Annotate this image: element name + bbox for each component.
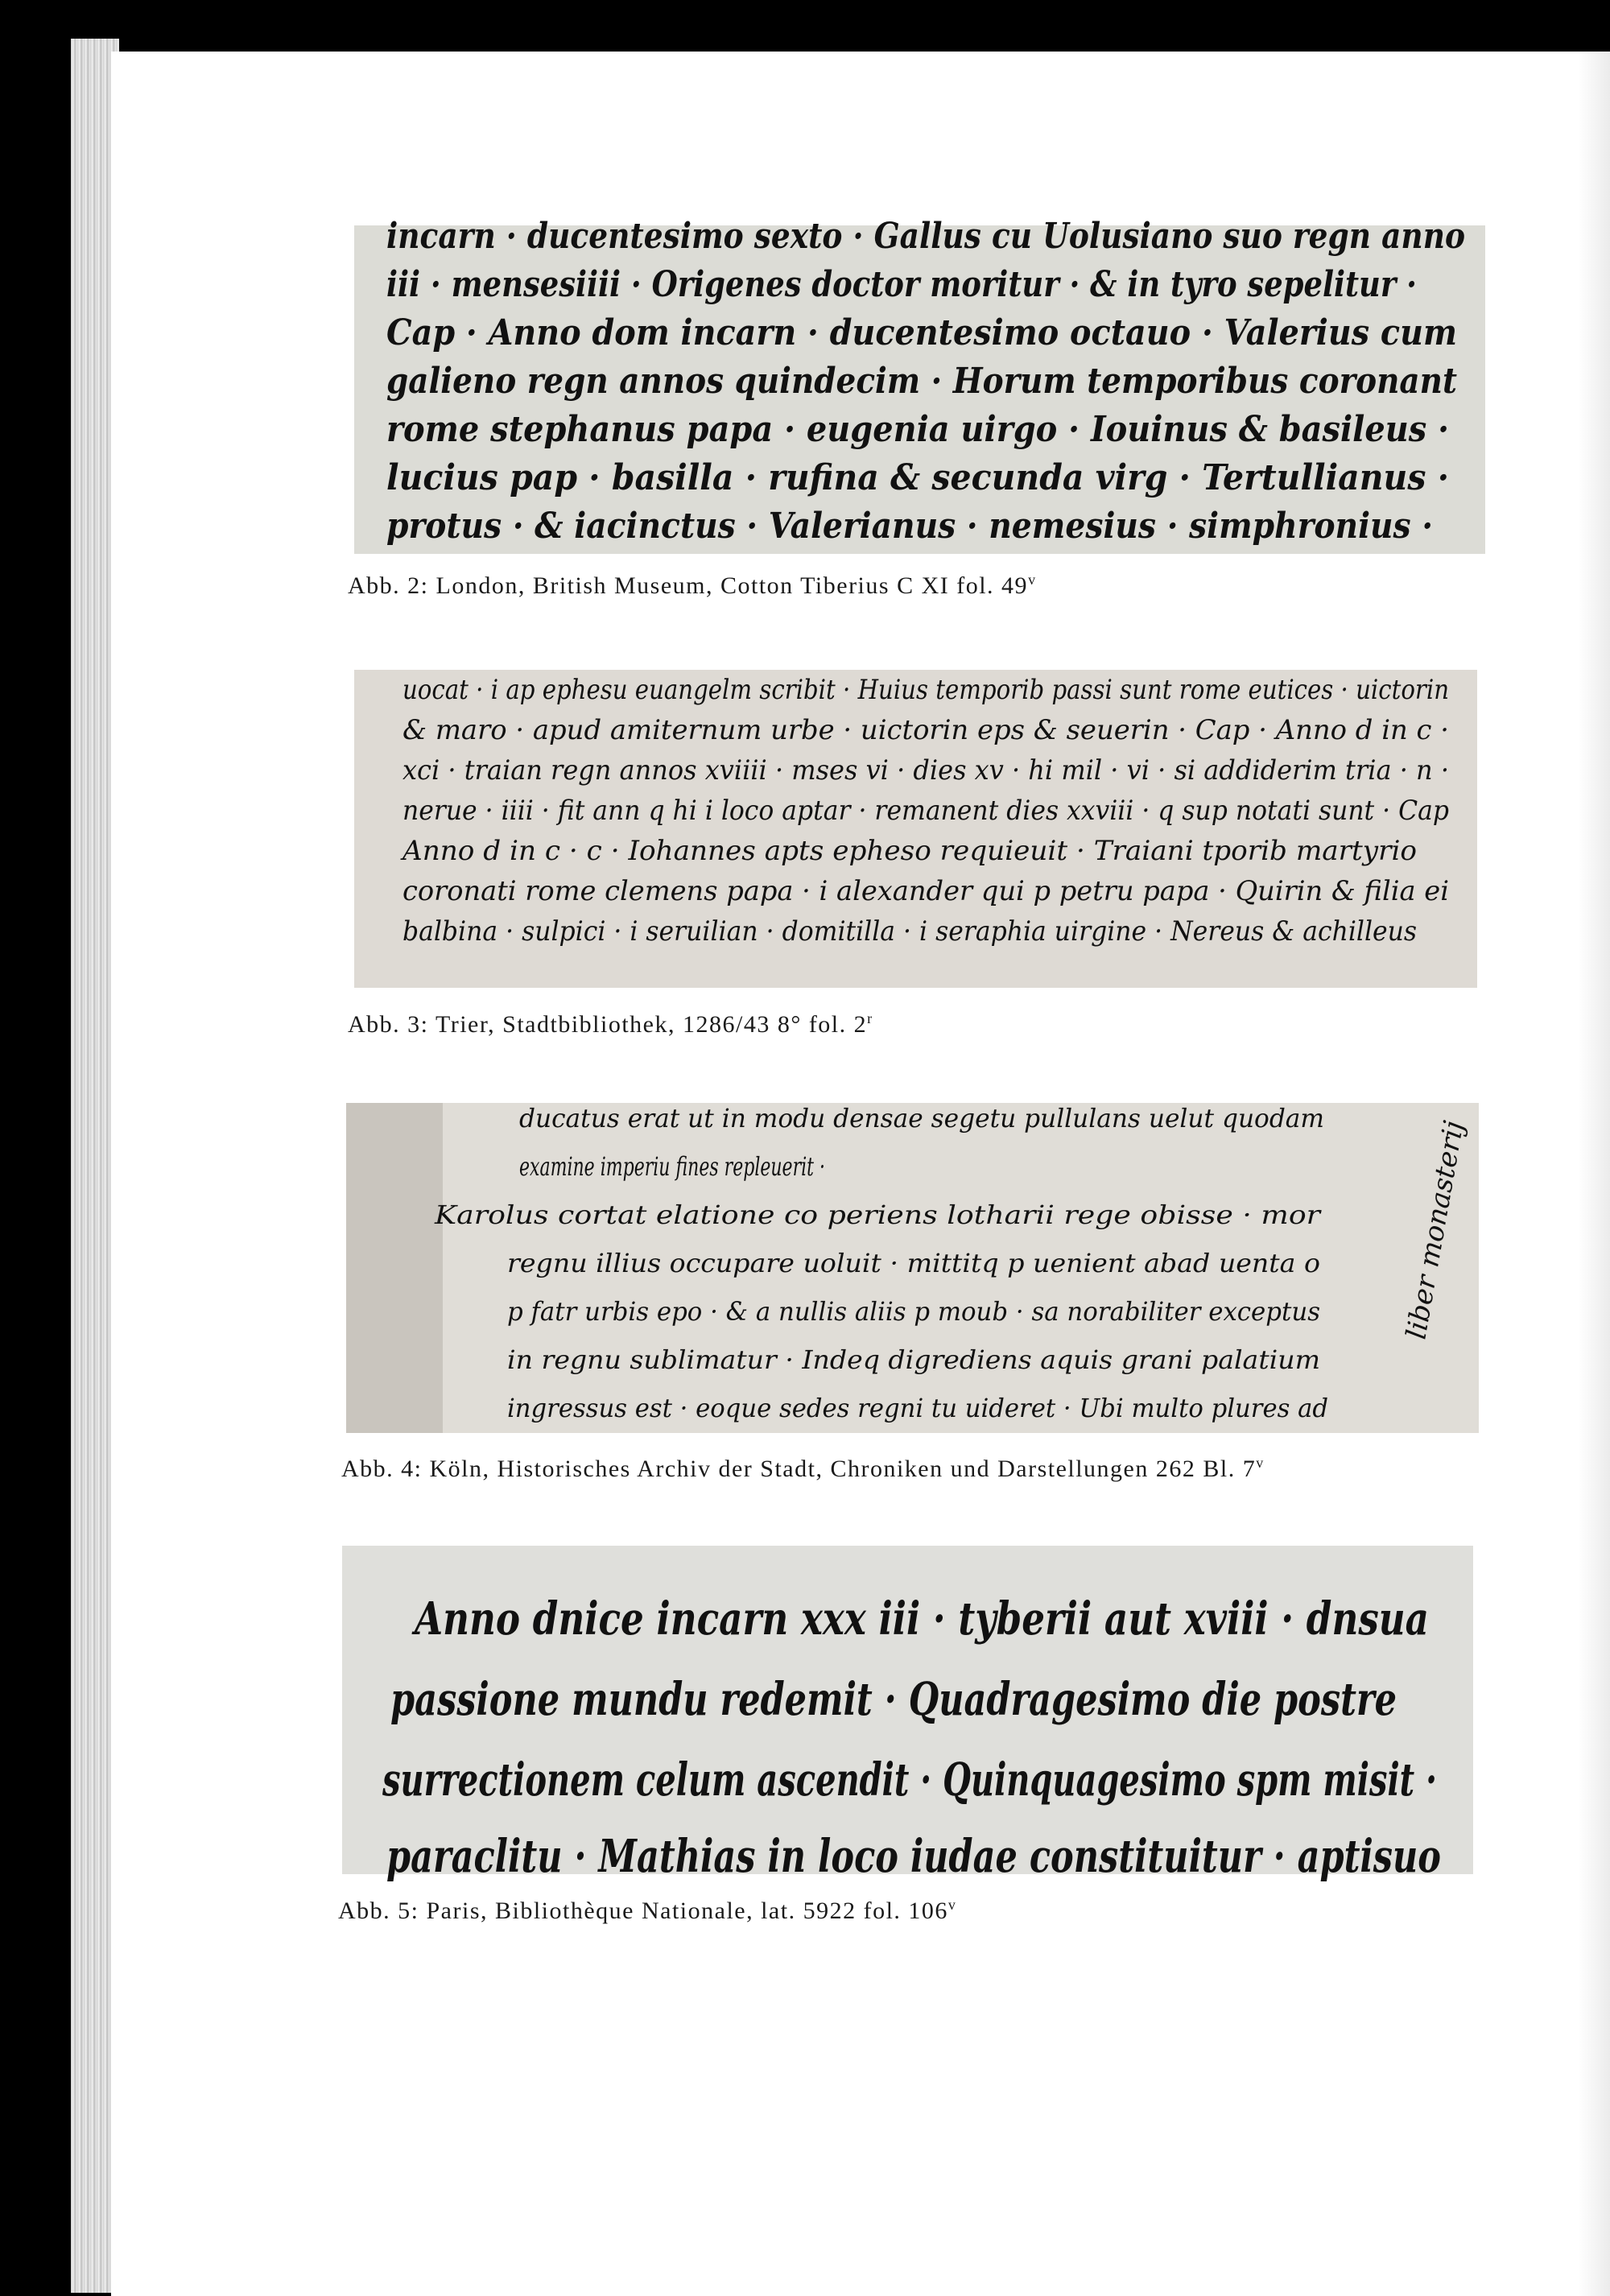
script-line: ingressus est · eoque sedes regni tu uideret · Ubi multo plures ad <box>507 1393 1328 1423</box>
script-line: iii · mensesiiii · Origenes doctor moritur · & in tyro sepelitur · <box>386 264 1417 305</box>
script-line: Karolus cortat elatione co periens lotharii rege obisse · mor <box>433 1200 1322 1230</box>
caption-text: Abb. 4: Köln, Historisches Archiv der Stadt, Chroniken und Darstellungen 262 Bl. 7 <box>341 1456 1257 1482</box>
figure-caption <box>341 1455 1265 1483</box>
folio-side: v <box>1256 1455 1265 1471</box>
manuscript-plate-abb-3 <box>354 670 1477 988</box>
folio-side: v <box>1028 572 1037 588</box>
manuscript-image-abb-2 <box>354 216 1485 554</box>
script-line: uocat · i ap ephesu euangelm scribit · Huius temporib passi sunt rome eutices · uictorin <box>402 674 1449 706</box>
margin-note: liber monasterij <box>1400 1118 1471 1342</box>
script-line: lucius pap · basilla · rufina & secunda virg · Tertullianus · <box>386 457 1449 498</box>
caption-text: Abb. 5: Paris, Bibliothèque Nationale, lat. 5922 fol. 106 <box>338 1898 948 1924</box>
script-line: in regnu sublimatur · Indeq digrediens aquis grani palatium <box>507 1344 1320 1375</box>
script-line: ducatus erat ut in modu densae segetu pullulans uelut quodam <box>519 1103 1324 1134</box>
script-line: galieno regn annos quindecim · Horum temporibus coronant <box>386 361 1457 402</box>
script-line: p fatr urbis epo · & a nullis aliis p moub · sa norabiliter exceptus <box>507 1296 1320 1327</box>
script-line: coronati rome clemens papa · i alexander qui p petru papa · Quirin & filia ei <box>402 875 1449 907</box>
script-line: Anno dnice incarn xxx iii · tyberii aut xviii · dnsua <box>411 1592 1430 1646</box>
figure-caption <box>338 1897 956 1925</box>
script-line: paraclitu · Mathias in loco iudae constituitur · aptisuo <box>386 1830 1441 1883</box>
figure-caption <box>348 572 1037 600</box>
caption-text: Abb. 3: Trier, Stadtbibliothek, 1286/43 8° fol. 2 <box>348 1011 868 1038</box>
folio-side: r <box>867 1010 873 1026</box>
manuscript-plate-abb-5 <box>342 1546 1473 1883</box>
script-line: surrectionem celum ascendit · Quinquagesimo spm misit · <box>382 1753 1437 1807</box>
script-line: & maro · apud amiternum urbe · uictorin eps & seuerin · Cap · Anno d in c · <box>402 714 1449 746</box>
manuscript-plate-abb-2 <box>354 216 1485 554</box>
script-line: regnu illius occupare uoluit · mittitq p uenient abad uenta o <box>507 1248 1320 1278</box>
script-line: passione mundu redemit · Quadragesimo die postre <box>390 1673 1397 1726</box>
script-line: xci · traian regn annos xviiii · mses vi · dies xv · hi mil · vi · si addiderim tria · n · <box>402 754 1449 787</box>
page-gutter-shadow <box>1578 52 1610 2296</box>
script-line: rome stephanus papa · eugenia uirgo · Iouinus & basileus · <box>386 409 1449 450</box>
manuscript-image-abb-4 <box>346 1103 1479 1433</box>
figure-caption <box>348 1010 873 1039</box>
script-line: incarn · ducentesimo sexto · Gallus cu Uolusiano suo regn anno <box>386 216 1465 257</box>
manuscript-image-abb-5 <box>342 1546 1473 1883</box>
script-line: Cap · Anno dom incarn · ducentesimo octauo · Valerius cum <box>386 312 1457 353</box>
folio-side: v <box>947 1897 957 1913</box>
manuscript-image-abb-3 <box>354 670 1477 988</box>
script-line: nerue · iiii · fit ann q hi i loco aptar · remanent dies xxviii · q sup notati sunt · Cap <box>402 795 1449 827</box>
manuscript-plate-abb-4 <box>346 1103 1479 1433</box>
script-line: Anno d in c · c · Iohannes apts epheso requieuit · Traiani tporib martyrio <box>399 835 1417 867</box>
caption-text: Abb. 2: London, British Museum, Cotton Tiberius C XI fol. 49 <box>348 572 1029 599</box>
script-line: balbina · sulpici · i seruilian · domitilla · i seraphia uirgine · Nereus & achilleus <box>402 915 1417 948</box>
script-line: protus · & iacinctus · Valerianus · nemesius · simphronius · <box>386 506 1433 547</box>
script-line: examine imperiu fines repleuerit · <box>519 1151 825 1182</box>
